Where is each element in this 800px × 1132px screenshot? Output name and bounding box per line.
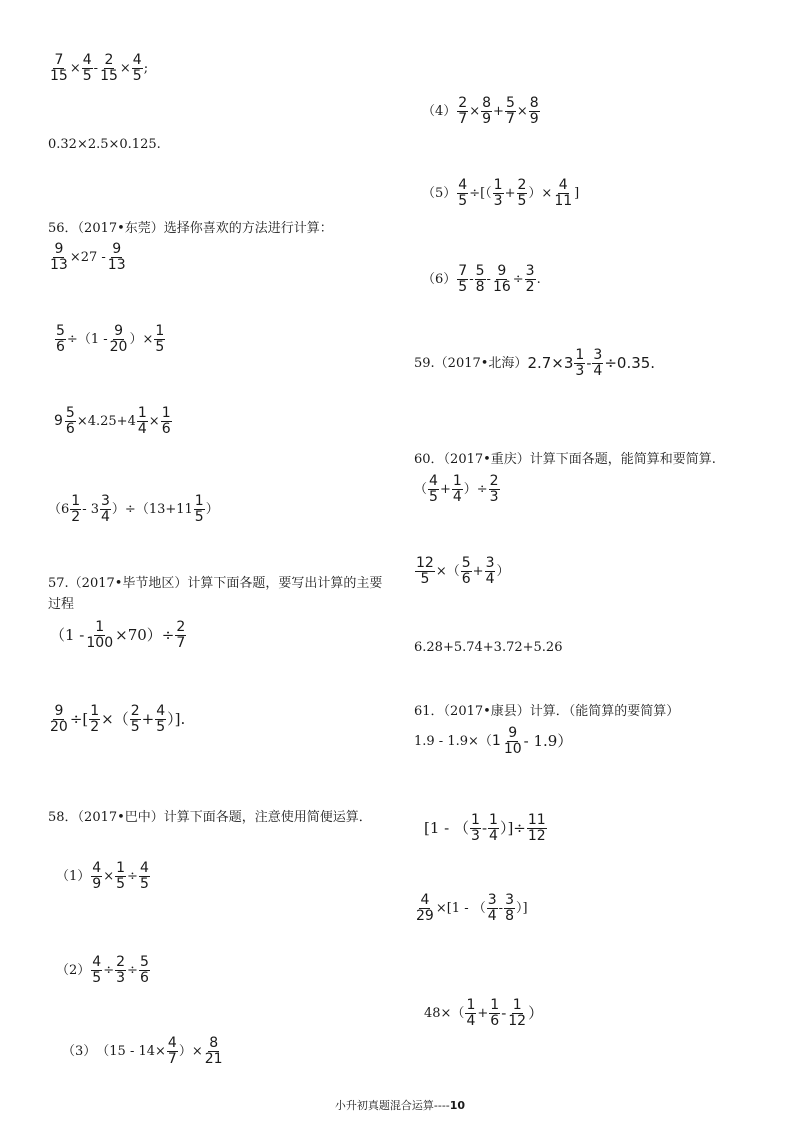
fraction: $\frac{12}{5}$ [416, 555, 434, 587]
fraction: $\frac{3}{4}$ [593, 347, 603, 379]
fraction: $\frac{1}{5}$ [155, 323, 165, 355]
expression-14: （6） 7 5 - 5 8 - $\frac{9}{16}$ ÷ $\frac{3}{2}$ . [422, 263, 541, 295]
fraction: $\frac{4}{9}$ [92, 860, 102, 892]
expression-7: （1 - $\frac{1}{100}$ ×70）÷ $\frac{2}{7}$ [50, 619, 186, 651]
fraction: $\frac{3}{4}$ [485, 555, 495, 587]
expression-8: $\frac{9}{20}$ ÷[ $\frac{1}{2}$ ×（ 2 5 + $\frac{4}{5}$ ）]. [50, 703, 186, 735]
fraction: $\frac{7}{15}$ [50, 52, 68, 84]
fraction: $\frac{9}{13}$ [50, 241, 68, 273]
fraction: $\frac{1}{6}$ [490, 997, 500, 1029]
expression-1: $\frac{7}{15}$ × $\frac{4}{5}$ - $\frac{2}{15}$ × $\frac{4}{5}$ ; [50, 52, 149, 84]
fraction: 1 4 [489, 812, 498, 844]
expression-12: （4） $\frac{2}{7}$ × $\frac{8}{9}$ + $\frac{5}{7}$ × $\frac{8}{9}$ [422, 95, 539, 127]
fraction: $\frac{5}{6}$ [139, 954, 149, 986]
expression-17: 6.28+5.74+3.72+5.26 [414, 640, 563, 655]
fraction: $\frac{9}{16}$ [492, 263, 511, 295]
fraction: $\frac{8}{9}$ [529, 95, 539, 127]
fraction: 1 4 [466, 997, 476, 1029]
expression-10: （2） $\frac{4}{5}$ ÷ $\frac{2}{3}$ ÷ $\frac{5}{6}$ [56, 954, 149, 986]
fraction: 1 3 [575, 347, 585, 379]
expression-9: （1） $\frac{4}{9}$ × $\frac{1}{5}$ ÷ $\frac{4}{5}$ [56, 860, 149, 892]
fraction: 5 6 [461, 555, 471, 587]
fraction: $\frac{4}{29}$ [416, 892, 434, 924]
fraction: 1 3 [471, 812, 480, 844]
fraction: $\frac{2}{3}$ [489, 473, 499, 505]
fraction: $\frac{1}{4}$ [452, 473, 462, 505]
fraction: $\frac{2}{7}$ [458, 95, 468, 127]
fraction: $\frac{2}{3}$ [116, 954, 126, 986]
expression-15: （ 4 5 + $\frac{1}{4}$ ）÷ $\frac{2}{3}$ [414, 473, 499, 505]
question-56-label: 56．（2017•东莞）选择你喜欢的方法进行计算： [48, 221, 333, 236]
fraction: 3 4 [487, 892, 497, 924]
expression-20: $\frac{4}{29}$ ×[1 - （ 3 4 - 3 8 ）] [416, 892, 528, 924]
expression-13: （5） $\frac{4}{5}$ ÷[（ 1 3 + $\frac{2}{5}$ ）× $\frac{4}{11}$ ] [422, 177, 580, 209]
fraction: $\frac{1}{100}$ [86, 619, 114, 651]
expression-21: 48×（ 1 4 + $\frac{1}{6}$ - 1 12 ） [424, 997, 544, 1029]
expression-11: （3） （15 - 14× $\frac{4}{7}$ ）× $\frac{8}{21}$ [62, 1035, 223, 1067]
fraction: 4 5 [429, 473, 438, 505]
fraction: 9 20 [109, 323, 128, 355]
fraction: $\frac{11}{12}$ [527, 812, 546, 844]
question-57-label-line2: 过程 [48, 597, 75, 612]
question-59: 59.（2017•北海） 2.7×3 1 3 - $\frac{3}{4}$ ÷0.35. [414, 347, 656, 379]
fraction: $\frac{4}{5}$ [132, 52, 142, 84]
fraction: $\frac{1}{4}$ [137, 405, 147, 437]
expression-2: 0.32×2.5×0.125. [48, 137, 161, 152]
mixed-number: 9 5 6 [54, 405, 75, 437]
expression-6: （6 1 2 - 3 3 4 ）÷（13+11 1 5 ） [48, 493, 219, 525]
fraction: $\frac{9}{20}$ [50, 703, 68, 735]
footer-title: 小升初真题混合运算---- [334, 1099, 450, 1112]
fraction: 7 5 [458, 263, 468, 295]
page-number: 10 [449, 1099, 466, 1112]
question-60-label: 60．（2017•重庆）计算下面各题，能简算和要简算. [414, 452, 716, 467]
expression-18: 1.9 - 1.9×（ 1 9 10 - 1.9） [414, 725, 573, 757]
fraction: $\frac{1}{6}$ [161, 405, 171, 437]
fraction: $\frac{4}{5}$ [92, 954, 102, 986]
fraction: $\frac{8}{9}$ [482, 95, 492, 127]
fraction: $\frac{2}{7}$ [176, 619, 186, 651]
question-57-label-line1: 57.（2017•毕节地区）计算下面各题，要写出计算的主要 [48, 576, 383, 591]
fraction: $\frac{4}{5}$ [156, 703, 166, 735]
fraction: $\frac{8}{21}$ [204, 1035, 223, 1067]
fraction: $\frac{5}{6}$ [56, 323, 65, 355]
fraction: 3 8 [505, 892, 514, 924]
question-58-label: 58．（2017•巴中）计算下面各题，注意使用简便运算． [48, 810, 372, 825]
fraction: $\frac{5}{7}$ [505, 95, 515, 127]
expression-19: [1 - （ 1 3 - 1 4 ）]÷ $\frac{11}{12}$ [424, 812, 546, 844]
fraction: 2 5 [130, 703, 140, 735]
fraction: $\frac{1}{2}$ [90, 703, 100, 735]
expression-4: $\frac{5}{6}$ ÷（1 - 9 20 ）× $\frac{1}{5}$ [56, 323, 165, 355]
fraction: $\frac{4}{5}$ [82, 52, 92, 84]
fraction: 5 8 [475, 263, 485, 295]
fraction: 1 2 [71, 493, 81, 525]
question-61-label: 61．（2017•康县）计算．（能简算的要简算） [414, 704, 680, 719]
fraction: 1 12 [508, 997, 527, 1029]
fraction: $\frac{1}{5}$ [116, 860, 126, 892]
fraction: 9 13 [107, 241, 126, 273]
expression-3: $\frac{9}{13}$ ×27 - 9 13 [50, 241, 126, 273]
expression-5: 9 5 6 ×4.25+4 $\frac{1}{4}$ × $\frac{1}{6}$ [54, 405, 171, 437]
page-footer [0, 1097, 800, 1113]
fraction: $\frac{2}{5}$ [517, 177, 527, 209]
fraction: 3 4 [101, 493, 110, 525]
fraction: $\frac{2}{15}$ [100, 52, 118, 84]
fraction: $\frac{4}{5}$ [458, 177, 468, 209]
fraction: 1 5 [194, 493, 204, 525]
fraction: $\frac{3}{2}$ [525, 263, 535, 295]
fraction: $\frac{4}{5}$ [139, 860, 149, 892]
fraction: $\frac{4}{7}$ [167, 1035, 177, 1067]
fraction: $\frac{4}{11}$ [554, 177, 573, 209]
expression-16: $\frac{12}{5}$ ×（ 5 6 + $\frac{3}{4}$ ） [416, 555, 510, 587]
fraction: 1 3 [493, 177, 503, 209]
mixed-number: 1 9 10 [491, 725, 522, 757]
